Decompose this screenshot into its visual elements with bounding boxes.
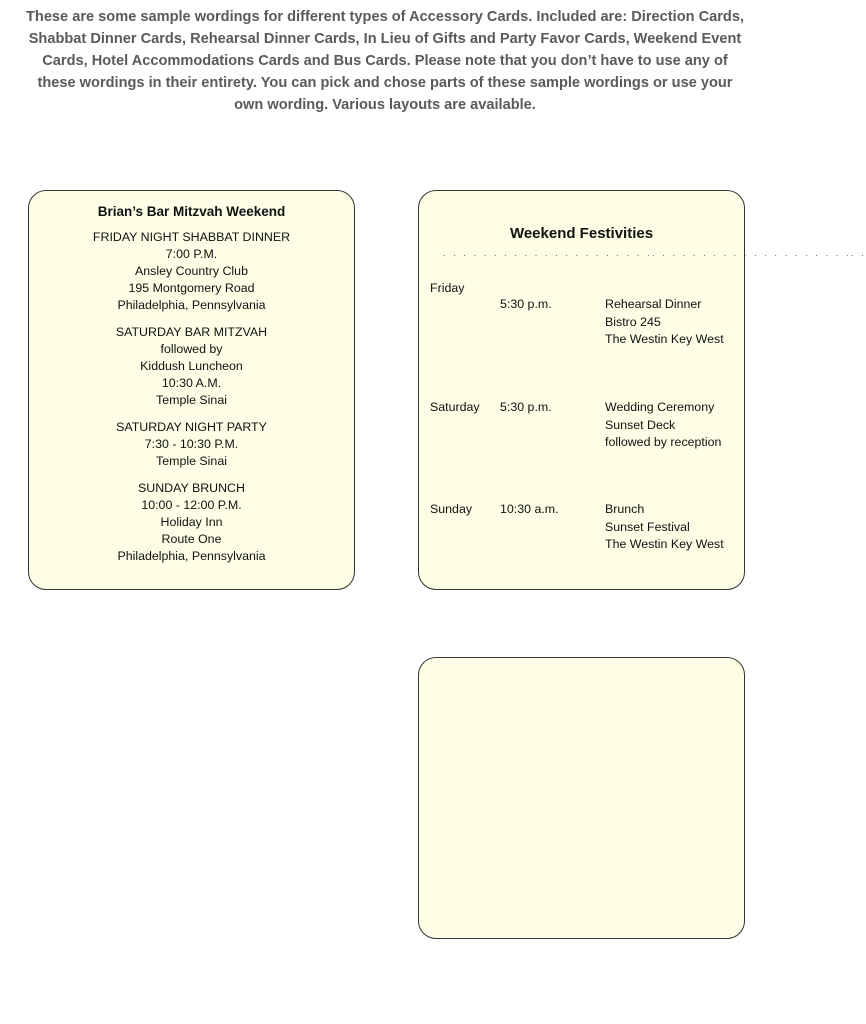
card-title: Brian’s Bar Mitzvah Weekend xyxy=(97,204,286,219)
card-title: Weekend Festivities xyxy=(509,225,654,242)
event-day: Friday xyxy=(430,281,465,295)
event-line: Sunset Festival xyxy=(605,519,690,534)
event-block-bar-mitzvah xyxy=(29,324,354,409)
bar-mitzvah-weekend-card xyxy=(28,190,355,590)
event-line: 195 Montgomery Road xyxy=(128,281,255,295)
intro-line: these wordings in their entirety. You can pick and chose parts of these sample wordings or use your xyxy=(37,75,733,91)
intro-paragraph xyxy=(0,6,770,116)
intro-line: These are some sample wordings for different types of Accessory Cards. Included are: Direction Cards, xyxy=(25,9,744,25)
event-heading: FRIDAY NIGHT SHABBAT DINNER xyxy=(92,230,291,244)
event-line: followed by reception xyxy=(605,435,722,449)
intro-line: Shabbat Dinner Cards, Rehearsal Dinner Cards, In Lieu of Gifts and Party Favor Cards, Weekend Event xyxy=(28,31,742,47)
event-line: Ansley Country Club xyxy=(135,264,248,278)
event-line: Wedding Ceremony xyxy=(605,400,715,414)
event-line: Rehearsal Dinner xyxy=(605,297,702,311)
event-day: Saturday xyxy=(430,400,480,414)
intro-line: own wording. Various layouts are available. xyxy=(234,97,536,113)
dotted-divider: . . . . . . . . . . . . . . . . . . . . .. . . . . . . . . . . . . . . . . . . .. . xyxy=(443,248,866,258)
blank-card xyxy=(418,657,745,939)
event-line: Brunch xyxy=(605,502,645,516)
event-line: 7:00 P.M. xyxy=(165,247,218,261)
event-block-party xyxy=(29,419,354,470)
event-line: Kiddush Luncheon xyxy=(140,359,243,373)
event-heading: SATURDAY BAR MITZVAH xyxy=(115,325,268,339)
event-line: The Westin Key West xyxy=(605,537,724,551)
event-description xyxy=(605,399,721,452)
event-block-brunch xyxy=(29,480,354,565)
event-line: Philadelphia, Pennsylvania xyxy=(117,298,266,312)
event-time: 5:30 p.m. xyxy=(500,297,552,311)
event-line: Philadelphia, Pennsylvania xyxy=(117,549,266,563)
event-description xyxy=(605,501,724,554)
event-line: Sunset Deck xyxy=(605,417,676,432)
event-day: Sunday xyxy=(430,502,473,516)
event-line: 10:00 - 12:00 P.M. xyxy=(141,498,242,512)
event-time: 10:30 a.m. xyxy=(500,502,559,516)
event-line: followed by xyxy=(160,342,223,356)
event-block-shabbat-dinner xyxy=(29,229,354,314)
event-line: 10:30 A.M. xyxy=(161,376,222,390)
event-line: Temple Sinai xyxy=(156,393,227,407)
event-description xyxy=(605,296,724,349)
event-line: Route One xyxy=(161,532,222,546)
event-line: Bistro 245 xyxy=(605,314,661,329)
event-time: 5:30 p.m. xyxy=(500,400,552,414)
event-heading: SATURDAY NIGHT PARTY xyxy=(116,420,267,434)
event-line: The Westin Key West xyxy=(605,332,724,346)
intro-line: Cards, Hotel Accommodations Cards and Bus Cards. Please note that you don’t have to use any of xyxy=(42,53,728,69)
weekend-festivities-card xyxy=(418,190,866,590)
event-line: 7:30 - 10:30 P.M. xyxy=(144,437,239,451)
event-line: Holiday Inn xyxy=(160,515,223,529)
event-heading: SUNDAY BRUNCH xyxy=(138,481,245,495)
event-line: Temple Sinai xyxy=(156,454,227,468)
